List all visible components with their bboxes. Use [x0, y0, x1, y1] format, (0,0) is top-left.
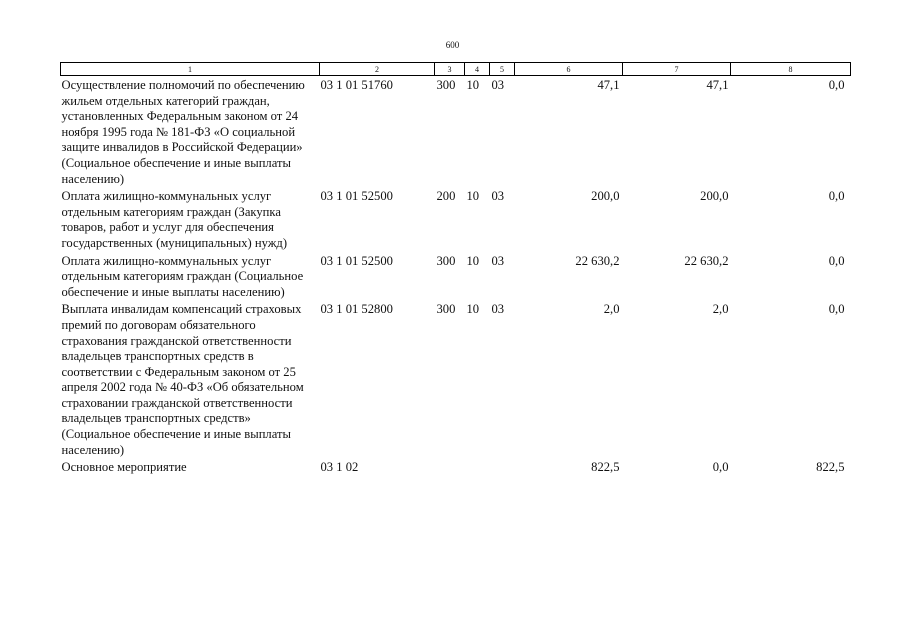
row-pr: 03 [491, 189, 505, 204]
table-row [61, 300, 851, 458]
row-col-7: 22 630,2 [684, 253, 729, 268]
header-col-3: 3 [435, 63, 465, 76]
header-col-4: 4 [465, 63, 490, 76]
row-pr: 03 [491, 78, 505, 92]
header-col-2: 2 [320, 63, 435, 76]
row-col-6: 822,5 [591, 460, 620, 475]
row-vr: 200 [436, 189, 456, 204]
row-name: Оплата жилищно-коммунальных услуг отдельным категориям граждан (Закупка товаров, работ и услуг для обеспечения государственных (муниципальных) нужд) [61, 189, 288, 250]
row-vr: 300 [436, 253, 456, 268]
header-col-1: 1 [61, 63, 320, 76]
row-pr [490, 458, 515, 476]
row-col-8: 0,0 [828, 253, 845, 268]
row-rz: 10 [466, 253, 480, 268]
table-row [61, 76, 851, 188]
row-col-6: 2,0 [603, 302, 620, 317]
budget-table [60, 62, 851, 476]
row-col-6: 22 630,2 [575, 253, 620, 268]
table-row [61, 187, 851, 251]
row-code: 03 1 02 [320, 460, 359, 475]
row-rz [465, 458, 490, 476]
row-pr: 03 [491, 302, 505, 317]
row-col-6: 200,0 [591, 189, 620, 204]
row-pr: 03 [491, 253, 505, 268]
table-body [61, 76, 851, 476]
header-col-8: 8 [731, 63, 851, 76]
row-rz: 10 [466, 302, 480, 317]
row-col-8: 0,0 [828, 189, 845, 204]
row-vr [435, 458, 465, 476]
row-code: 03 1 01 51760 [320, 78, 393, 92]
row-col-6: 47,1 [597, 78, 620, 92]
row-col-8: 822,5 [816, 460, 845, 475]
row-col-8: 0,0 [828, 78, 845, 92]
row-col-7: 2,0 [712, 302, 729, 317]
row-name: Осуществление полномочий по обеспечению жильем отдельных категорий граждан, установленных Федеральным законом от 24 ноября 1995 года № 181-ФЗ «О социальной защите инвалидов в Российской Федерации» (Социальное обеспечение и иные выплаты населению) [61, 78, 305, 186]
table-header [61, 63, 851, 76]
header-col-7: 7 [623, 63, 731, 76]
header-col-5: 5 [490, 63, 515, 76]
row-name: Основное мероприятие [61, 460, 187, 475]
row-col-7: 200,0 [700, 189, 729, 204]
row-col-7: 47,1 [706, 78, 729, 92]
row-col-8: 0,0 [828, 302, 845, 317]
header-row [61, 63, 851, 76]
page-number: 600 [445, 40, 460, 50]
row-code: 03 1 01 52800 [320, 302, 393, 317]
header-col-6: 6 [515, 63, 623, 76]
row-code: 03 1 01 52500 [320, 189, 393, 204]
row-vr: 300 [436, 78, 456, 92]
row-col-7: 0,0 [712, 460, 729, 475]
row-name: Оплата жилищно-коммунальных услуг отдельным категориям граждан (Социальное обеспечение и иные выплаты населению) [61, 253, 304, 299]
row-rz: 10 [466, 78, 480, 92]
row-vr: 300 [436, 302, 456, 317]
table-row [61, 458, 851, 476]
row-name: Выплата инвалидам компенсаций страховых премий по договорам обязательного страхования гражданской ответственности владельцев транспортных средств в соответствии с Федеральным законом от 25 апреля 2002 года № 40-ФЗ «Об обязательном страховании гражданской ответственности владельцев транспортных средств» (Социальное обеспечение и иные выплаты населению) [61, 302, 304, 457]
table-row [61, 252, 851, 301]
row-code: 03 1 01 52500 [320, 253, 393, 268]
row-rz: 10 [466, 189, 480, 204]
